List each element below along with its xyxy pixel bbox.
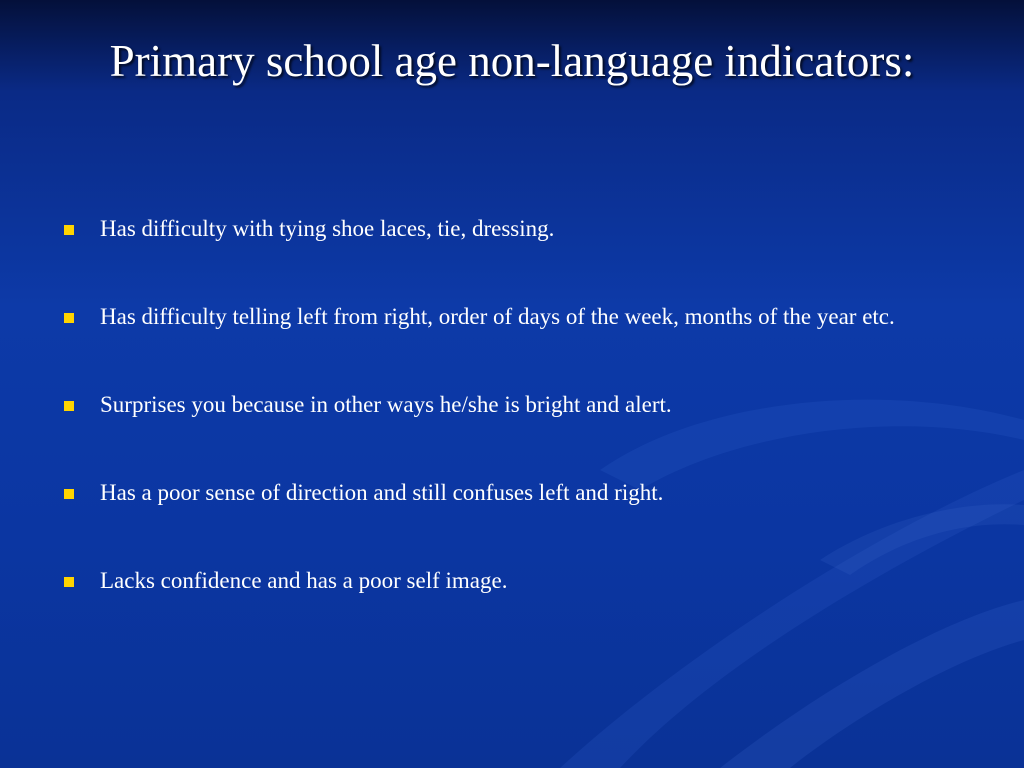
square-bullet-icon bbox=[64, 577, 74, 587]
bullet-item bbox=[60, 390, 960, 420]
square-bullet-icon bbox=[64, 489, 74, 499]
bullet-item bbox=[60, 214, 960, 244]
bullet-item bbox=[60, 478, 960, 508]
bullet-list bbox=[60, 214, 960, 654]
bullet-text: Surprises you because in other ways he/she is bright and alert. bbox=[100, 392, 672, 417]
bullet-text: Has a poor sense of direction and still confuses left and right. bbox=[100, 480, 664, 505]
slide-title: Primary school age non-language indicators: bbox=[109, 36, 915, 86]
bullet-text: Has difficulty with tying shoe laces, tie, dressing. bbox=[100, 216, 555, 241]
bullet-text: Has difficulty telling left from right, order of days of the week, months of the year etc. bbox=[100, 304, 895, 329]
bullet-item bbox=[60, 302, 960, 332]
square-bullet-icon bbox=[64, 313, 74, 323]
square-bullet-icon bbox=[64, 225, 74, 235]
square-bullet-icon bbox=[64, 401, 74, 411]
bullet-text: Lacks confidence and has a poor self image. bbox=[100, 568, 508, 593]
bullet-item bbox=[60, 566, 960, 596]
